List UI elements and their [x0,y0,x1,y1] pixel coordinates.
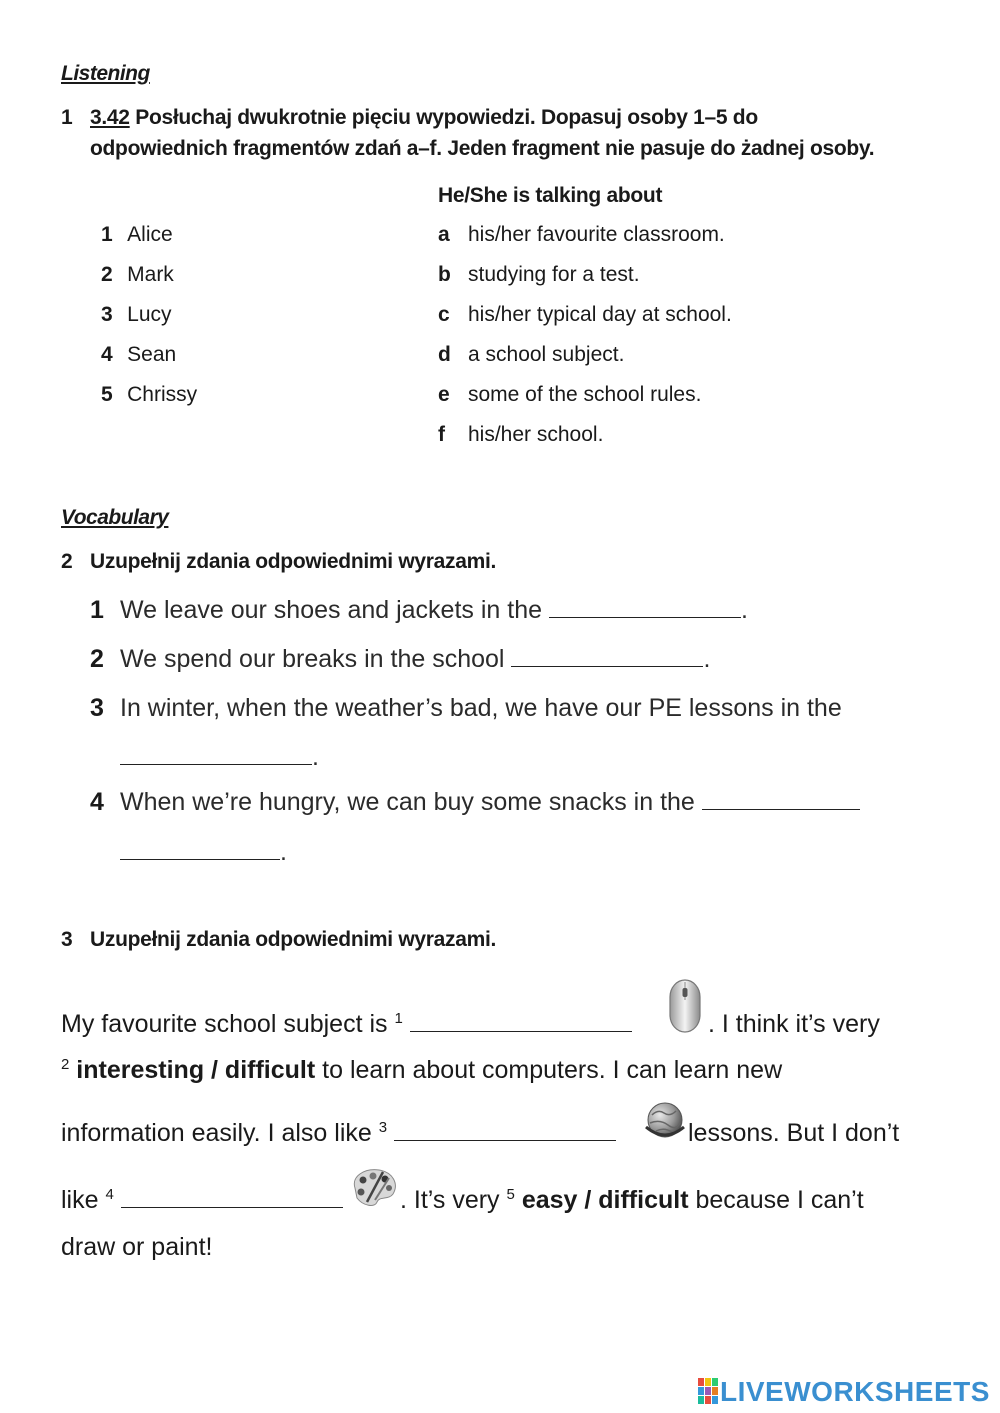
listening-heading: Listening [61,62,150,85]
option-letter: d [438,343,451,366]
task2-instruction: Uzupełnij zdania odpowiednimi wyrazami. [90,550,497,573]
list-item [101,303,172,327]
word-choice-2[interactable]: easy / difficult [521,1186,689,1214]
paragraph-line-4 [61,1186,343,1215]
option-letter: e [438,383,450,406]
task3-number: 3 [61,928,73,951]
sentence-end: . [703,645,711,673]
answer-blank-continued[interactable] [120,839,280,860]
liveworksheets-logo[interactable]: LIVEWORKSHEETS [720,1376,990,1407]
sentence-number: 3 [90,694,104,722]
paragraph-line-1 [61,1010,632,1039]
gap-number: 3 [378,1119,388,1136]
task1-instruction-line2: odpowiednich fragmentów zdań a–f. Jeden fragment nie pasuje do żadnej osoby. [90,137,875,160]
computer-mouse-icon [666,978,704,1039]
person-number: 1 [101,223,113,246]
sentence-2 [90,645,710,674]
liveworksheets-logo-icon [698,1378,718,1409]
paragraph-line-2 [61,1056,782,1085]
answer-blank[interactable] [511,646,703,667]
answer-blank[interactable] [121,1187,343,1208]
text-segment: . It’s very [400,1186,500,1214]
sentence-number: 2 [90,645,104,673]
list-item [438,343,624,367]
paragraph-line-5: draw or paint! [61,1233,213,1261]
list-item [101,263,174,287]
track-reference[interactable]: 3.42 [90,106,130,129]
answer-blank[interactable] [702,789,860,810]
vocabulary-heading: Vocabulary [61,506,169,529]
person-name: Lucy [127,303,172,326]
sentence-number: 1 [90,596,104,624]
sentence-3 [90,694,842,723]
person-number: 4 [101,343,113,366]
answer-blank[interactable] [410,1011,632,1032]
list-item [101,343,176,367]
answer-blank[interactable] [120,744,312,765]
answer-blank[interactable] [394,1120,616,1141]
sentence-text: We spend our breaks in the school [120,645,505,673]
sentence-number: 4 [90,788,104,816]
paragraph-line-3-end: lessons. But I don’t [688,1119,900,1147]
person-name: Sean [127,343,177,366]
list-item [101,223,173,247]
gap-number: 4 [105,1186,114,1203]
list-item [438,423,603,447]
option-letter: f [438,423,445,446]
option-text: studying for a test. [468,263,640,286]
paragraph-line-4-end [400,1186,864,1215]
task1-instruction [90,106,758,130]
task1-instruction-line1: Posłuchaj dwukrotnie pięciu wypowiedzi. Dopasuj osoby 1–5 do [135,106,758,129]
task2-number: 2 [61,550,73,573]
list-item [438,303,732,327]
sentence-4-continuation [120,838,287,867]
list-item [438,263,640,287]
sentence-end: . [740,596,748,624]
sentence-end: . [280,838,287,866]
option-letter: c [438,303,450,326]
option-text: his/her favourite classroom. [468,223,725,246]
gap-number: 1 [394,1010,403,1027]
sentence-end: . [312,743,319,771]
sentence-4 [90,788,860,817]
column-header: He/She is talking about [438,184,663,207]
answer-blank[interactable] [549,597,741,618]
globe-icon [642,1101,688,1150]
option-text: his/her school. [468,423,604,446]
list-item [101,383,197,407]
sentence-1 [90,596,748,625]
sentence-text: In winter, when the weather’s bad, we have our PE lessons in the [120,694,842,722]
option-text: a school subject. [468,343,625,366]
text-segment: because I can’t [695,1186,864,1214]
option-letter: a [438,223,450,246]
text-segment: information easily. I also like [61,1119,372,1147]
person-name: Chrissy [127,383,198,406]
paragraph-line-1-end: . I think it’s very [708,1010,880,1038]
sentence-text: We leave our shoes and jackets in the [120,596,543,624]
list-item [438,223,725,247]
list-item [438,383,701,407]
person-number: 2 [101,263,113,286]
person-name: Alice [127,223,173,246]
option-letter: b [438,263,451,286]
person-number: 5 [101,383,113,406]
sentence-3-continuation [120,743,319,772]
person-number: 3 [101,303,113,326]
person-name: Mark [127,263,174,286]
paint-palette-icon [349,1166,399,1213]
task3-instruction: Uzupełnij zdania odpowiednimi wyrazami. [90,928,497,951]
gap-number: 2 [61,1056,70,1073]
task1-number: 1 [61,106,73,129]
text-segment: like [61,1186,99,1214]
sentence-text: When we’re hungry, we can buy some snacks in the [120,788,695,816]
gap-number: 5 [506,1186,515,1203]
option-text: some of the school rules. [468,383,702,406]
text-segment: My favourite school subject is [61,1010,388,1038]
paragraph-line-3 [61,1119,616,1148]
text-segment: to learn about computers. I can learn new [322,1056,783,1084]
word-choice-1[interactable]: interesting / difficult [76,1056,316,1084]
option-text: his/her typical day at school. [468,303,732,326]
